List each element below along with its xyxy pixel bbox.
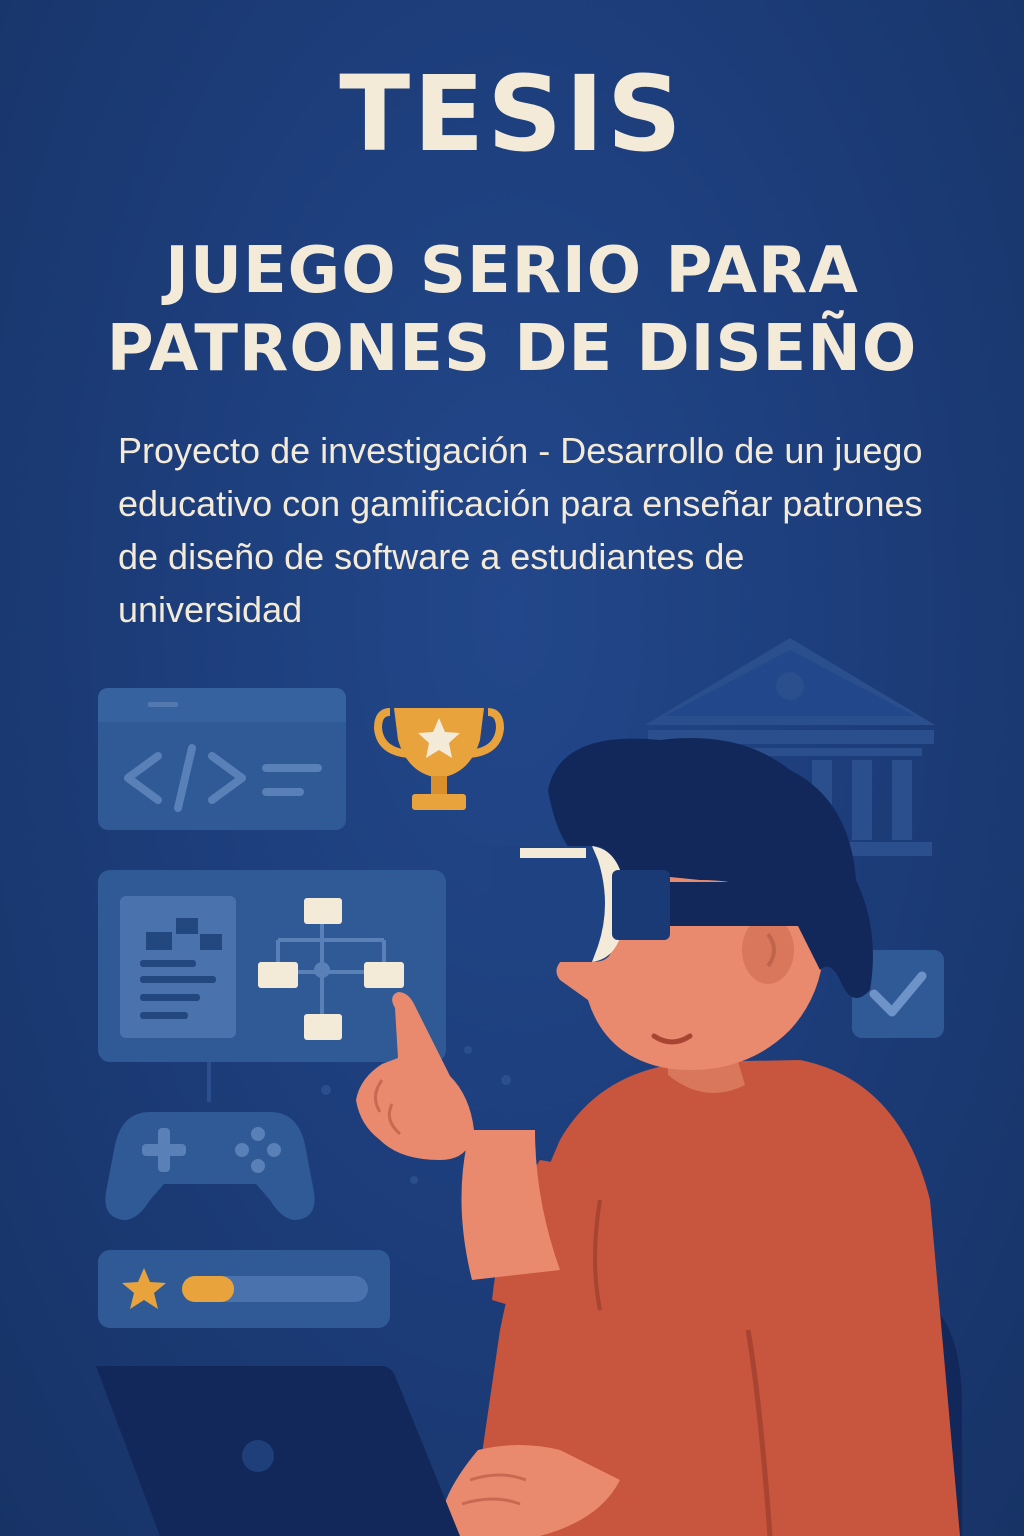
poster-subtitle: [0, 232, 1024, 388]
laptop-icon: [96, 1366, 460, 1536]
progress-fill: [182, 1276, 234, 1302]
subtitle-line-1: JUEGO SERIO PARA: [165, 234, 859, 308]
project-description: Proyecto de investigación - Desarrollo de un juego educativo con gamificación para enseñar patrones de diseño de software a estudiantes de universidad: [118, 430, 923, 630]
trophy-icon: [378, 708, 500, 810]
person-with-vr-headset: [356, 738, 960, 1536]
code-window-icon: [98, 688, 346, 830]
gamepad-icon: [105, 1112, 314, 1220]
subtitle-line-2: PATRONES DE DISEÑO: [106, 312, 918, 386]
poster-title: TESIS: [339, 53, 685, 175]
progress-panel: [98, 1250, 390, 1328]
